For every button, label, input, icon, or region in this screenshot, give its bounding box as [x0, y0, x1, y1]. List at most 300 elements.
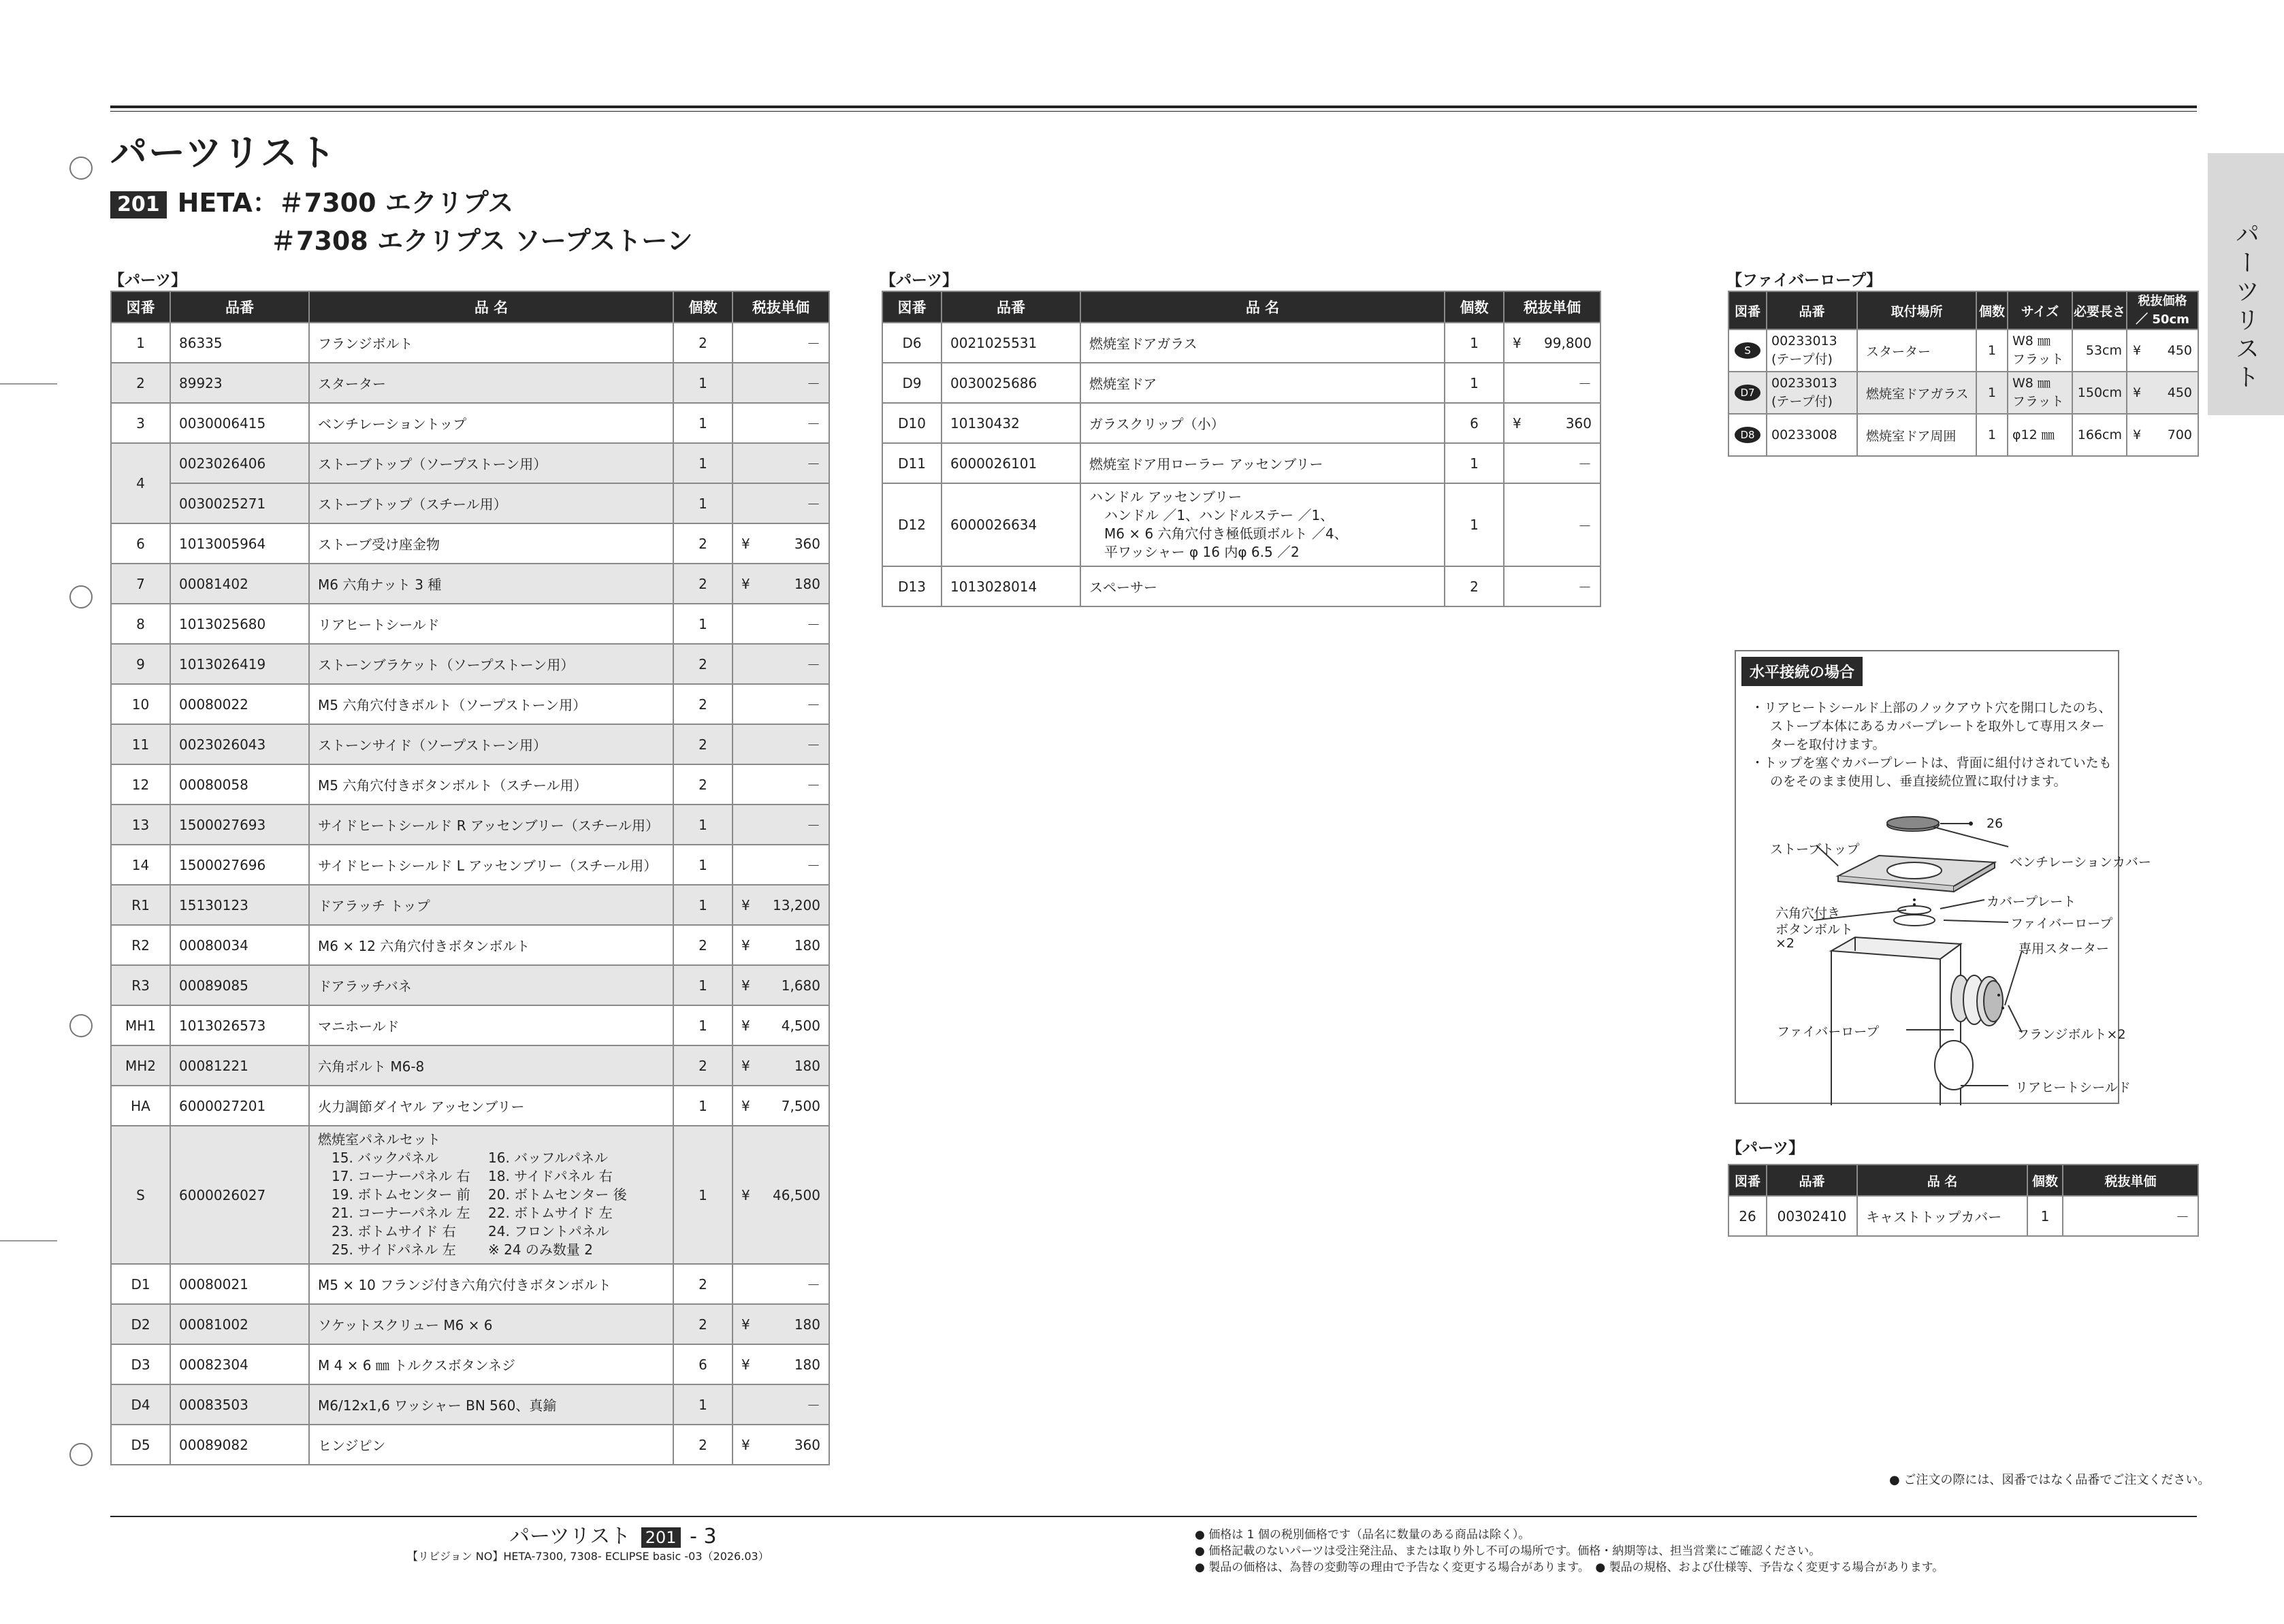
cell-price	[733, 1344, 829, 1384]
cell-fig: 4	[111, 443, 170, 523]
cell-fig: 26	[1728, 1196, 1767, 1236]
price-with-yen	[741, 897, 820, 913]
price-with-yen	[741, 1018, 820, 1034]
kit-item: 17. コーナーパネル 右	[332, 1168, 470, 1184]
cell-qty: 2	[673, 644, 733, 684]
table-row	[111, 965, 829, 1005]
yen-sign: ¥	[741, 535, 750, 552]
cell-name: スペーサー	[1080, 566, 1445, 606]
order-note: ● ご注文の際には、図番ではなく品番でご注文ください。	[1889, 1473, 2210, 1487]
table-row	[111, 1304, 829, 1344]
kit-item: 25. サイドパネル 左	[332, 1241, 456, 1258]
cell-qty: 1	[1976, 329, 2008, 372]
cell-qty: 1	[1445, 363, 1504, 403]
cell-place: スターター	[1857, 329, 1976, 372]
punch-hole	[69, 1443, 93, 1466]
col-fig: 図番	[1728, 291, 1767, 329]
cell-fig: D4	[111, 1384, 170, 1425]
cell-part: 00081002	[170, 1304, 309, 1344]
cell-qty: 1	[673, 1384, 733, 1425]
table-row	[111, 1086, 829, 1126]
price-value: 360	[794, 1436, 820, 1453]
cell-fig: R3	[111, 965, 170, 1005]
cell-price: －	[1504, 363, 1601, 403]
cell-place: 燃焼室ドア周囲	[1857, 414, 1976, 456]
cell-name: フランジボルト	[309, 323, 673, 363]
kit-item: 20. ボトムセンター 後	[488, 1186, 627, 1203]
cell-price	[733, 1005, 829, 1045]
table-row	[111, 724, 829, 764]
cell-part: 00089082	[170, 1425, 309, 1465]
price-value: 180	[794, 1356, 820, 1373]
mid-section-label: 【パーツ】	[880, 272, 959, 289]
table-row	[111, 523, 829, 564]
kit-item: ※ 24 のみ数量 2	[488, 1241, 594, 1258]
cell-price	[733, 1126, 829, 1264]
cell-qty: 2	[673, 523, 733, 564]
cell-name: マニホールド	[309, 1005, 673, 1045]
cell-fig	[1728, 372, 1767, 414]
cell-qty: 2	[673, 764, 733, 805]
price-with-yen	[1513, 415, 1592, 432]
table-row	[111, 885, 829, 925]
parts-table-middle	[882, 291, 1601, 607]
kit-item: 23. ボトムサイド 右	[332, 1223, 456, 1239]
cell-price: －	[733, 724, 829, 764]
punch-hole	[69, 157, 93, 180]
label-hex-bolt-1: 六角穴付き	[1775, 906, 1841, 921]
price-with-yen	[1513, 335, 1592, 351]
cell-qty: 2	[673, 925, 733, 965]
size-value: W8 ㎜	[2012, 376, 2050, 391]
cell-part: 1013005964	[170, 523, 309, 564]
table-row	[111, 644, 829, 684]
cell-part: 0023026043	[170, 724, 309, 764]
yen-sign: ¥	[1513, 334, 1522, 351]
bullet-line: ・リアヒートシールド上部のノックアウト穴を開口したのち、	[1751, 700, 2112, 715]
cell-price	[2127, 372, 2198, 414]
yen-sign: ¥	[741, 1356, 750, 1373]
cell-name	[309, 1126, 673, 1264]
price-with-yen	[2133, 385, 2192, 400]
cell-qty: 1	[673, 845, 733, 885]
cell-price: －	[1504, 566, 1601, 606]
yen-sign: ¥	[741, 1057, 750, 1074]
cell-price: －	[733, 403, 829, 443]
cell-fig: D13	[882, 566, 942, 606]
kit-item: 15. バックパネル	[332, 1150, 438, 1166]
cell-place: 燃焼室ドアガラス	[1857, 372, 1976, 414]
side-tab-label: パーツリスト	[2232, 221, 2259, 393]
table-row	[882, 403, 1601, 443]
cell-name: リアヒートシールド	[309, 604, 673, 644]
table-row	[111, 1005, 829, 1045]
price-value: 450	[2167, 343, 2192, 358]
col-price: 税抜単価	[1504, 291, 1601, 323]
yen-sign: ¥	[741, 1186, 750, 1203]
table-row	[111, 1425, 829, 1465]
model-code-badge: 201	[110, 191, 167, 218]
table-row	[1728, 1196, 2198, 1236]
price-with-yen	[741, 1058, 820, 1074]
cell-fig: 11	[111, 724, 170, 764]
table-row	[111, 1045, 829, 1086]
col-price: 税抜単価	[2063, 1165, 2198, 1196]
cell-fig: 10	[111, 684, 170, 724]
kit-item: 18. サイドパネル 右	[488, 1168, 613, 1184]
table-row	[111, 1126, 829, 1264]
part-number: 00233008	[1771, 427, 1837, 442]
cell-price	[733, 523, 829, 564]
label-rear-shield: リアヒートシールド	[2015, 1080, 2131, 1095]
col-name: 品 名	[1080, 291, 1445, 323]
cell-qty: 1	[1445, 483, 1504, 566]
cell-part: 00081402	[170, 564, 309, 604]
cell-fig: 6	[111, 523, 170, 564]
table-row	[111, 925, 829, 965]
table-row	[882, 323, 1601, 363]
cell-part: 00083503	[170, 1384, 309, 1425]
handle-line: M6 × 6 六角穴付き極低頭ボルト ／4、	[1104, 525, 1348, 542]
cell-size	[2008, 329, 2072, 372]
price-value: 46,500	[773, 1186, 820, 1203]
cell-price: －	[733, 845, 829, 885]
price-with-yen	[741, 536, 820, 552]
cell-size	[2008, 372, 2072, 414]
cell-part: 00080034	[170, 925, 309, 965]
cell-qty: 1	[673, 483, 733, 523]
cell-fig	[1728, 414, 1767, 456]
yen-sign: ¥	[741, 896, 750, 913]
kit-item: 21. コーナーパネル 左	[332, 1205, 470, 1221]
size-value: W8 ㎜	[2012, 334, 2050, 348]
price-with-yen	[2133, 427, 2192, 442]
cell-part: 00080022	[170, 684, 309, 724]
price-value: 450	[2167, 385, 2192, 400]
yen-sign: ¥	[741, 575, 750, 592]
table-row	[111, 363, 829, 403]
cell-name: キャストトップカバー	[1857, 1196, 2027, 1236]
col-place: 取付場所	[1857, 291, 1976, 329]
price-with-yen	[741, 977, 820, 994]
part-number: 00233013	[1771, 334, 1837, 348]
cell-qty: 2	[1445, 566, 1504, 606]
cell-fig: D6	[882, 323, 942, 363]
yen-sign: ¥	[1513, 415, 1522, 432]
cell-fig: 8	[111, 604, 170, 644]
cell-part: 6000026027	[170, 1126, 309, 1264]
cell-price	[733, 564, 829, 604]
cell-fig: D12	[882, 483, 942, 566]
cell-price: －	[733, 764, 829, 805]
cell-name: M 4 × 6 ㎜ トルクスボタンネジ	[309, 1344, 673, 1384]
price-with-yen	[741, 576, 820, 592]
horizontal-heading: 水平接続の場合	[1741, 657, 1863, 686]
table-row	[1728, 329, 2198, 372]
col-fig: 図番	[111, 291, 170, 323]
label-vent-cover: ベンチレーションカバー	[2010, 855, 2151, 870]
cell-price	[733, 925, 829, 965]
table-row	[111, 764, 829, 805]
cell-part: 0030025271	[170, 483, 309, 523]
cell-price: －	[733, 323, 829, 363]
cell-price: －	[733, 363, 829, 403]
top-rule	[110, 105, 2197, 108]
cell-qty: 1	[1445, 323, 1504, 363]
cell-fig: D5	[111, 1425, 170, 1465]
horizontal-connection-box	[1735, 650, 2151, 1104]
cell-name: ストーンブラケット（ソープストーン用）	[309, 644, 673, 684]
punch-hole	[69, 1014, 93, 1037]
price-with-yen	[741, 1098, 820, 1114]
cell-part: 00080021	[170, 1264, 309, 1304]
footer-note-2: ● 価格記載のないパーツは受注発注品、または取り外し不可の場所です。価格・納期等は、担当営業にご確認ください。	[1195, 1544, 1821, 1558]
cell-fig: 7	[111, 564, 170, 604]
yen-sign: ¥	[741, 977, 750, 994]
cell-size	[2008, 414, 2072, 456]
handle-line: ハンドル アッセンブリー	[1089, 489, 1242, 505]
col-qty: 個数	[1976, 291, 2008, 329]
revision-note: 【リビジョン NO】HETA-7300, 7308- ECLIPSE basic -03（2026.03）	[407, 1550, 769, 1563]
yen-sign: ¥	[741, 1017, 750, 1034]
fiber-rope-table	[1728, 291, 2199, 457]
cell-qty: 1	[673, 604, 733, 644]
footer-code-badge: 201	[641, 1527, 681, 1548]
cell-price	[2127, 329, 2198, 372]
cell-name: M5 六角穴付きボタンボルト（スチール用）	[309, 764, 673, 805]
cell-name: 火力調節ダイヤル アッセンブリー	[309, 1086, 673, 1126]
price-value: 360	[1565, 415, 1592, 432]
col-fig: 図番	[1728, 1165, 1767, 1196]
bullet-line: ・トップを塞ぐカバープレートは、背面に組付けされていたも	[1751, 756, 2112, 770]
part-note: (テープ付)	[1771, 352, 1833, 367]
handle-line: 平ワッシャー φ 16 内φ 6.5 ／2	[1104, 544, 1300, 560]
table-row	[111, 845, 829, 885]
cell-qty: 1	[1976, 372, 2008, 414]
cell-qty: 2	[673, 724, 733, 764]
binder-tick	[0, 1240, 57, 1241]
col-part: 品番	[1767, 291, 1857, 329]
cell-price: －	[733, 1384, 829, 1425]
label-starter: 専用スターター	[2018, 941, 2110, 956]
cell-part: 1013026419	[170, 644, 309, 684]
cell-fig: R1	[111, 885, 170, 925]
table-row	[111, 323, 829, 363]
footer-rule	[110, 1516, 2197, 1517]
cell-qty: 1	[673, 1126, 733, 1264]
cell-qty: 2	[673, 323, 733, 363]
price-with-yen	[741, 1357, 820, 1373]
table-row	[111, 684, 829, 724]
punch-hole	[69, 585, 93, 608]
cell-price	[733, 1045, 829, 1086]
yen-sign: ¥	[741, 937, 750, 954]
col-qty: 個数	[2027, 1165, 2063, 1196]
cell-name: ソケットスクリュー M6 × 6	[309, 1304, 673, 1344]
cell-qty: 1	[673, 363, 733, 403]
table-row	[111, 1384, 829, 1425]
footer-label: パーツリスト	[509, 1525, 631, 1548]
col-name: 品 名	[309, 291, 673, 323]
part-note: (テープ付)	[1771, 394, 1833, 409]
cell-fig: 12	[111, 764, 170, 805]
size-value: φ12 ㎜	[2012, 427, 2055, 442]
top-rule-thin	[110, 111, 2197, 112]
price-with-yen	[741, 1187, 820, 1203]
label-stove-top: ストーブトップ	[1770, 842, 1860, 857]
col-qty: 個数	[673, 291, 733, 323]
yen-sign: ¥	[741, 1436, 750, 1453]
cell-qty: 1	[673, 965, 733, 1005]
table-header-row	[1728, 1165, 2198, 1196]
cell-price	[733, 1304, 829, 1344]
price-value: 13,200	[773, 896, 820, 913]
bullet-line: ストーブ本体にあるカバープレートを取外して専用スター	[1770, 719, 2105, 734]
cell-part	[1767, 372, 1857, 414]
col-price-label: 税抜価格	[2138, 294, 2187, 308]
yen-sign: ¥	[741, 1097, 750, 1114]
cell-qty: 2	[673, 684, 733, 724]
yen-sign: ¥	[2133, 343, 2142, 358]
price-value: 180	[794, 575, 820, 592]
cell-part: 00080058	[170, 764, 309, 805]
cell-qty: 1	[673, 403, 733, 443]
cell-fig: HA	[111, 1086, 170, 1126]
kit-item: 16. バッフルパネル	[488, 1150, 608, 1166]
cell-price	[733, 885, 829, 925]
cell-name: M5 六角穴付きボルト（ソープストーン用）	[309, 684, 673, 724]
cell-price: －	[733, 604, 829, 644]
kit-item: 19. ボトムセンター 前	[332, 1186, 470, 1203]
cell-name: M6/12x1,6 ワッシャー BN 560、真鍮	[309, 1384, 673, 1425]
cell-price: －	[1504, 443, 1601, 483]
parts-table-left	[110, 291, 830, 1465]
cell-fig: 3	[111, 403, 170, 443]
part-number: 00233013	[1771, 376, 1837, 391]
cell-price	[2127, 414, 2198, 456]
price-value: 700	[2167, 427, 2192, 442]
yen-sign: ¥	[2133, 385, 2142, 400]
cell-qty: 1	[2027, 1196, 2063, 1236]
label-hex-bolt-2: ボタンボルト	[1775, 922, 1854, 937]
table-header-row	[882, 291, 1601, 323]
cell-part: 00302410	[1767, 1196, 1857, 1236]
col-part: 品番	[170, 291, 309, 323]
footer-page-label	[509, 1519, 717, 1549]
col-qty: 個数	[1445, 291, 1504, 323]
cell-name: 燃焼室ドア用ローラー アッセンブリー	[1080, 443, 1445, 483]
cell-part: 1013026573	[170, 1005, 309, 1045]
footer-page-number: - 3	[690, 1525, 717, 1548]
cell-fig: S	[111, 1126, 170, 1264]
cell-part: 00081221	[170, 1045, 309, 1086]
cell-length: 166cm	[2072, 414, 2127, 456]
col-size: サイズ	[2008, 291, 2072, 329]
price-value: 360	[794, 535, 820, 552]
cell-qty: 1	[673, 885, 733, 925]
cell-part: 1500027693	[170, 805, 309, 845]
col-price: 税抜単価	[733, 291, 829, 323]
cell-length: 150cm	[2072, 372, 2127, 414]
label-hex-bolt-3: ×2	[1775, 936, 1795, 951]
cell-part: 6000026101	[942, 443, 1080, 483]
cell-name: ストーブトップ（ソープストーン用）	[309, 443, 673, 483]
model-heading	[110, 184, 693, 260]
cell-price: －	[733, 1264, 829, 1304]
footer-note-1: ● 価格は 1 個の税別価格です（品名に数量のある商品は除く）。	[1195, 1528, 1530, 1542]
col-price-unit: ／ 50cm	[2136, 312, 2189, 327]
binder-tick	[0, 383, 57, 385]
table-row	[111, 805, 829, 845]
cell-fig: D1	[111, 1264, 170, 1304]
cell-qty: 1	[1445, 443, 1504, 483]
cell-fig: D9	[882, 363, 942, 403]
price-with-yen	[741, 937, 820, 954]
cell-price	[1504, 403, 1601, 443]
label-flange-bolt: フランジボルト×2	[2016, 1027, 2126, 1042]
cell-part: 6000026634	[942, 483, 1080, 566]
cell-price: －	[1504, 483, 1601, 566]
model-line-1: HETA：＃7300 エクリプス	[177, 188, 514, 218]
cell-part: 1013028014	[942, 566, 1080, 606]
price-value: 99,800	[1544, 334, 1592, 351]
cell-price	[1504, 323, 1601, 363]
price-with-yen	[741, 1437, 820, 1453]
cell-fig	[1728, 329, 1767, 372]
label-fiber-rope-2: ファイバーロープ	[1777, 1024, 1880, 1039]
table-row	[111, 1264, 829, 1304]
cell-name: 燃焼室ドア	[1080, 363, 1445, 403]
label-fiber-rope: ファイバーロープ	[2010, 916, 2113, 931]
cell-part: 1013025680	[170, 604, 309, 644]
cell-qty: 2	[673, 1425, 733, 1465]
yen-sign: ¥	[741, 1316, 750, 1333]
cell-name: サイドヒートシールド R アッセンブリー（スチール用）	[309, 805, 673, 845]
model-line-2: ＃7308 エクリプス ソープストーン	[270, 226, 693, 256]
cell-name: サイドヒートシールド L アッセンブリー（スチール用）	[309, 845, 673, 885]
side-tab	[2208, 153, 2284, 415]
kit-title: 燃焼室パネルセット	[318, 1131, 440, 1148]
table-row	[882, 443, 1601, 483]
price-with-yen	[741, 1316, 820, 1333]
table-row	[882, 566, 1601, 606]
page-title: パーツリスト	[110, 131, 337, 174]
kit-items	[318, 1149, 664, 1259]
cell-part: 0021025531	[942, 323, 1080, 363]
cell-part: 15130123	[170, 885, 309, 925]
size-type: フラット	[2012, 352, 2064, 367]
cell-name: ストーブトップ（スチール用）	[309, 483, 673, 523]
cell-part: 0030025686	[942, 363, 1080, 403]
price-with-yen	[2133, 343, 2192, 358]
cell-part: 86335	[170, 323, 309, 363]
price-value: 7,500	[781, 1097, 820, 1114]
cell-fig: 1	[111, 323, 170, 363]
cell-name: ストーンサイド（ソープストーン用）	[309, 724, 673, 764]
cell-price: －	[733, 443, 829, 483]
cell-name: ヒンジピン	[309, 1425, 673, 1465]
col-fig: 図番	[882, 291, 942, 323]
table-header-row	[111, 291, 829, 323]
cell-qty: 1	[673, 443, 733, 483]
table-row	[1728, 414, 2198, 456]
parts-table-small	[1728, 1164, 2199, 1237]
cell-qty: 1	[673, 1086, 733, 1126]
cell-price	[733, 965, 829, 1005]
cell-fig: MH2	[111, 1045, 170, 1086]
size-type: フラット	[2012, 394, 2064, 409]
cell-part: 10130432	[942, 403, 1080, 443]
